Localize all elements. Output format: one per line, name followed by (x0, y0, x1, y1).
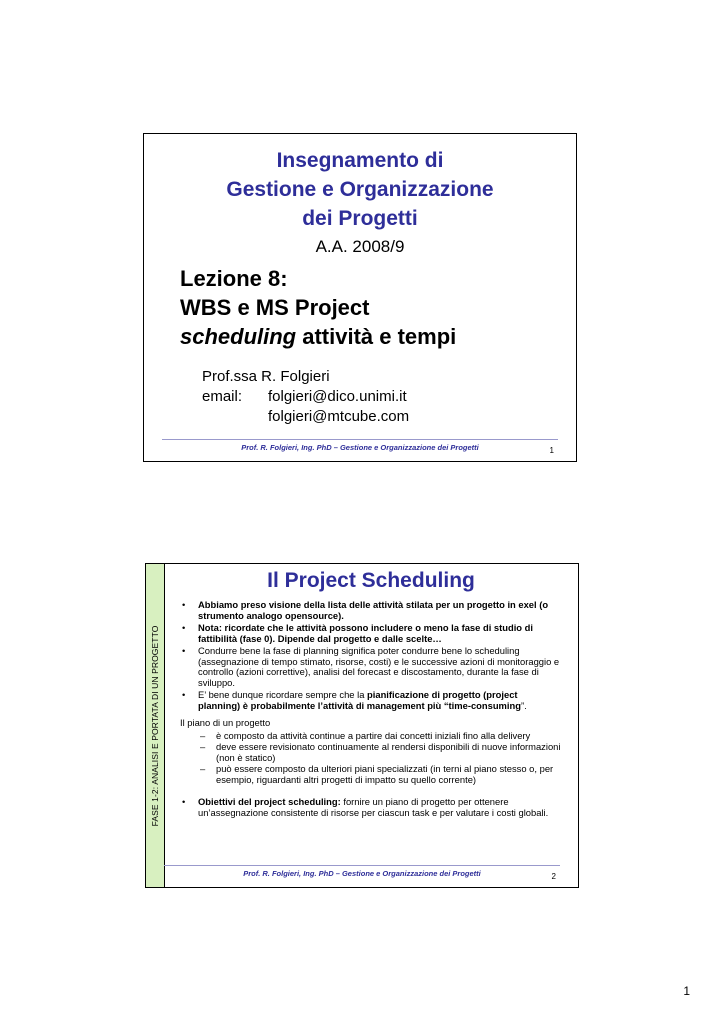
bullet-item (180, 600, 562, 621)
page-number: 1 (683, 984, 690, 998)
bullet-item (180, 690, 562, 711)
lesson-subtopic (180, 322, 456, 351)
plan-item (180, 731, 562, 742)
lesson-subtopic-rest: attività e tempi (296, 324, 457, 349)
bullet-text: Condurre bene la fase di planning significa poter condurre bene lo scheduling (assegnazione di tempo stimato, risorse, costi) e le successive azioni di monitoraggio e controllo (azioni correttive), analisi del forecast e discostamento, durante la fase di sviluppo. (198, 645, 560, 688)
lesson-topic: WBS e MS Project (180, 295, 370, 320)
email-secondary: folgieri@mtcube.com (268, 408, 410, 425)
bullet-marker: • (182, 796, 186, 807)
academic-year: A.A. 2008/9 (315, 237, 405, 256)
lesson-number: Lezione 8: (180, 266, 288, 291)
course-title-line: Insegnamento di (276, 149, 444, 172)
bullet-marker: • (182, 622, 186, 633)
plan-item-text: può essere composto da ulteriori piani specializzati (in terni al piano stesso o, per esempio, riguardanti altri progetti di impatto su quello corrente) (216, 763, 554, 785)
slide-1 (143, 133, 577, 462)
professor-info (202, 367, 409, 427)
slide-number: 1 (549, 446, 554, 455)
slide-2 (145, 563, 579, 888)
bullet-text: E’ bene dunque ricordare sempre che la (198, 689, 368, 700)
course-title (144, 146, 576, 233)
bullet-text-end: ”. (520, 699, 527, 711)
plan-item-text: è composto da attività continue a partire dai concetti iniziali fino alla delivery (216, 729, 531, 741)
dash-marker: – (200, 729, 206, 741)
course-title-line: dei Progetti (302, 207, 418, 230)
slide-footer: Prof. R. Folgieri, Ing. PhD – Gestione e Organizzazione dei Progetti (241, 443, 479, 452)
lesson-subtopic-italic: scheduling (180, 324, 297, 349)
footer-divider (164, 865, 560, 866)
dash-marker: – (200, 763, 206, 774)
bullet-text: fornire un piano di progetto per ottenere un’assegnazione consistente di risorse per ciascun task e per valutare i costi globali. (198, 796, 549, 818)
slide-footer: Prof. R. Folgieri, Ing. PhD – Gestione e Organizzazione dei Progetti (243, 869, 481, 878)
email-primary: folgieri@dico.unimi.it (268, 388, 407, 405)
slide-body (180, 600, 562, 820)
plan-item-text: deve essere revisionato continuamente al rendersi disponibili di nuove informazioni (non è statico) (216, 741, 561, 763)
slide-number: 2 (551, 872, 556, 881)
email-label: email: (202, 388, 243, 405)
bullet-text: Abbiamo preso visione della lista delle attività stilata per un progetto in exel (o strumento analogo opensource). (198, 599, 549, 621)
phase-label: FASE 1-2: ANALISI E PORTATA DI UN PROGETTO (150, 625, 160, 826)
bullet-item (180, 646, 562, 688)
bullet-marker: • (182, 689, 186, 700)
professor-name: Prof.ssa R. Folgieri (202, 368, 330, 385)
bullet-text: Nota: ricordate che le attività possono includere o meno la fase di studio di fattibilità (fase 0). Dipende dal progetto e dalle scelte… (198, 622, 533, 644)
course-title-line: Gestione e Organizzazione (226, 178, 494, 201)
footer-divider (162, 439, 558, 440)
bullet-marker: • (182, 645, 186, 656)
plan-item (180, 742, 562, 763)
bullet-marker: • (182, 599, 186, 610)
slide-title: Il Project Scheduling (267, 569, 475, 592)
bullet-item (180, 797, 562, 818)
plan-item (180, 764, 562, 785)
plan-intro: Il piano di un progetto (180, 717, 271, 728)
lesson-title (180, 264, 456, 351)
bullet-text-bold: pianificazione di progetto (project planning) è probabilmente l’attività di management più “time-consuming (198, 689, 521, 711)
bullet-item (180, 623, 562, 644)
dash-marker: – (200, 741, 206, 752)
phase-sidebar (146, 564, 165, 887)
bullet-text-bold: Obiettivi del project scheduling: (198, 796, 341, 807)
